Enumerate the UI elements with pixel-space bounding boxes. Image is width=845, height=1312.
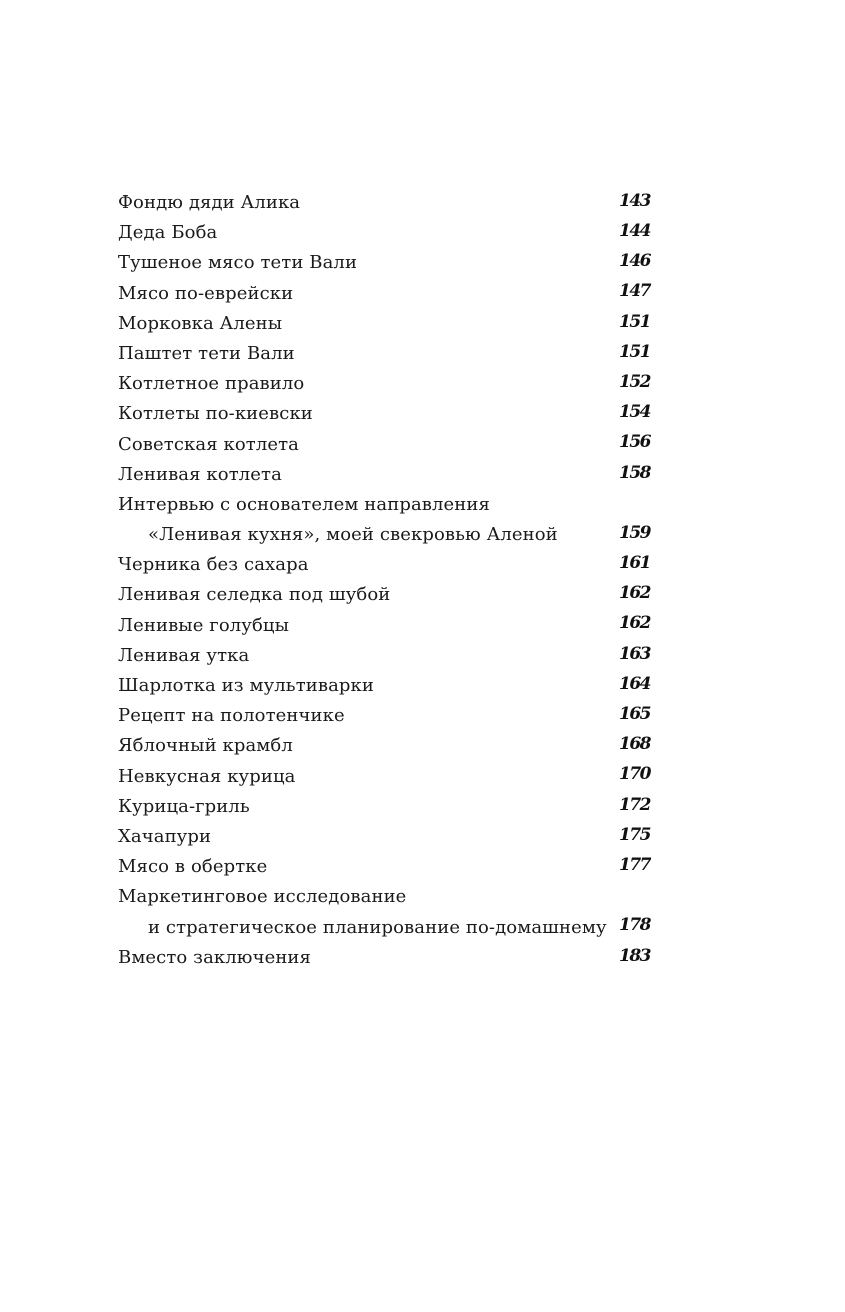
toc-entry-page-number: 156 xyxy=(619,432,650,453)
toc-entry xyxy=(118,340,650,368)
toc-entry xyxy=(118,189,650,217)
toc-entry-title: Маркетинговое исследование xyxy=(118,886,407,908)
toc-entry-title: Черника без сахара xyxy=(118,554,309,576)
toc-entry-page-number: 147 xyxy=(619,281,650,302)
toc-entry xyxy=(118,551,650,579)
toc-entry-page-number: 168 xyxy=(619,734,650,755)
toc-entry-title: Мясо по-еврейски xyxy=(118,282,294,304)
toc-entry xyxy=(118,883,650,941)
toc-entry xyxy=(118,853,650,881)
toc-entry-page-number: 172 xyxy=(619,794,650,815)
toc-entry-page-number: 183 xyxy=(619,945,650,966)
toc-entry-page-number: 143 xyxy=(619,190,650,211)
table-of-contents xyxy=(118,189,650,974)
toc-entry-page-number: 162 xyxy=(619,613,650,634)
toc-entry-title: Ленивые голубцы xyxy=(118,614,290,636)
toc-entry-page-number: 151 xyxy=(619,341,650,362)
toc-entry xyxy=(118,461,650,489)
toc-entry-page-number: 165 xyxy=(619,704,650,724)
toc-entry xyxy=(118,763,650,791)
toc-entry-page-number: 164 xyxy=(619,673,650,694)
toc-entry-page-number: 154 xyxy=(619,402,650,423)
toc-entry-page-number: 151 xyxy=(619,311,650,332)
toc-entry-title: Паштет тети Вали xyxy=(118,342,295,364)
toc-entry-page-number: 144 xyxy=(619,221,650,241)
toc-entry-page-number: 146 xyxy=(619,251,650,272)
toc-entry-title: Яблочный крамбл xyxy=(118,735,293,757)
toc-entry-title: Фондю дяди Алика xyxy=(118,192,301,213)
toc-entry-page-number: 161 xyxy=(619,553,650,574)
toc-entry-page-number: 159 xyxy=(619,522,650,543)
toc-entry xyxy=(118,431,650,459)
toc-entry-title: Ленивая селедка под шубой xyxy=(118,584,391,606)
toc-entry-page-number: 163 xyxy=(619,643,650,664)
toc-entry-title: Невкусная курица xyxy=(118,765,296,787)
toc-entry xyxy=(118,400,650,428)
toc-entry-title: Интервью с основателем направления xyxy=(118,493,490,515)
toc-entry xyxy=(118,249,650,277)
toc-entry-title: Хачапури xyxy=(118,825,212,847)
toc-entry xyxy=(118,823,650,851)
toc-entry xyxy=(118,732,650,760)
toc-entry xyxy=(118,491,650,549)
toc-entry-page-number: 162 xyxy=(619,583,650,604)
toc-entry xyxy=(118,612,650,640)
toc-entry-title: Котлетное правило xyxy=(118,373,305,395)
toc-entry xyxy=(118,370,650,398)
toc-entry-title: Шарлотка из мультиварки xyxy=(118,675,374,696)
toc-entry xyxy=(118,280,650,308)
toc-entry-title: Рецепт на полотенчике xyxy=(118,705,345,727)
toc-entry-title: Мясо в обертке xyxy=(118,856,268,878)
toc-entry-title-continued: и стратегическое планирование по-домашнему xyxy=(148,916,607,938)
toc-entry xyxy=(118,702,650,730)
toc-entry-page-number: 170 xyxy=(619,764,650,785)
toc-entry xyxy=(118,672,650,700)
toc-entry-title: Вместо заключения xyxy=(118,946,311,968)
toc-entry xyxy=(118,944,650,972)
toc-entry-title: Котлеты по-киевски xyxy=(118,403,313,425)
toc-entry xyxy=(118,310,650,338)
toc-entry-page-number: 152 xyxy=(619,371,650,392)
toc-entry xyxy=(118,581,650,609)
toc-entry-title: Ленивая утка xyxy=(118,644,250,666)
toc-entry xyxy=(118,219,650,247)
toc-entry xyxy=(118,642,650,670)
toc-entry-page-number: 175 xyxy=(619,824,650,845)
toc-entry-page-number: 178 xyxy=(619,915,650,936)
toc-entry-title: Морковка Алены xyxy=(118,312,283,334)
toc-entry xyxy=(118,793,650,821)
toc-entry-title: Курица-гриль xyxy=(118,795,250,817)
toc-entry-page-number: 177 xyxy=(619,854,650,875)
toc-entry-title: Ленивая котлета xyxy=(118,463,282,485)
toc-entry-title-continued: «Ленивая кухня», моей свекровью Аленой xyxy=(148,524,558,546)
toc-entry-title: Деда Боба xyxy=(118,222,218,244)
toc-entry-title: Тушеное мясо тети Вали xyxy=(118,252,358,274)
toc-entry-title: Советская котлета xyxy=(118,433,300,455)
toc-entry-page-number: 158 xyxy=(619,462,650,483)
